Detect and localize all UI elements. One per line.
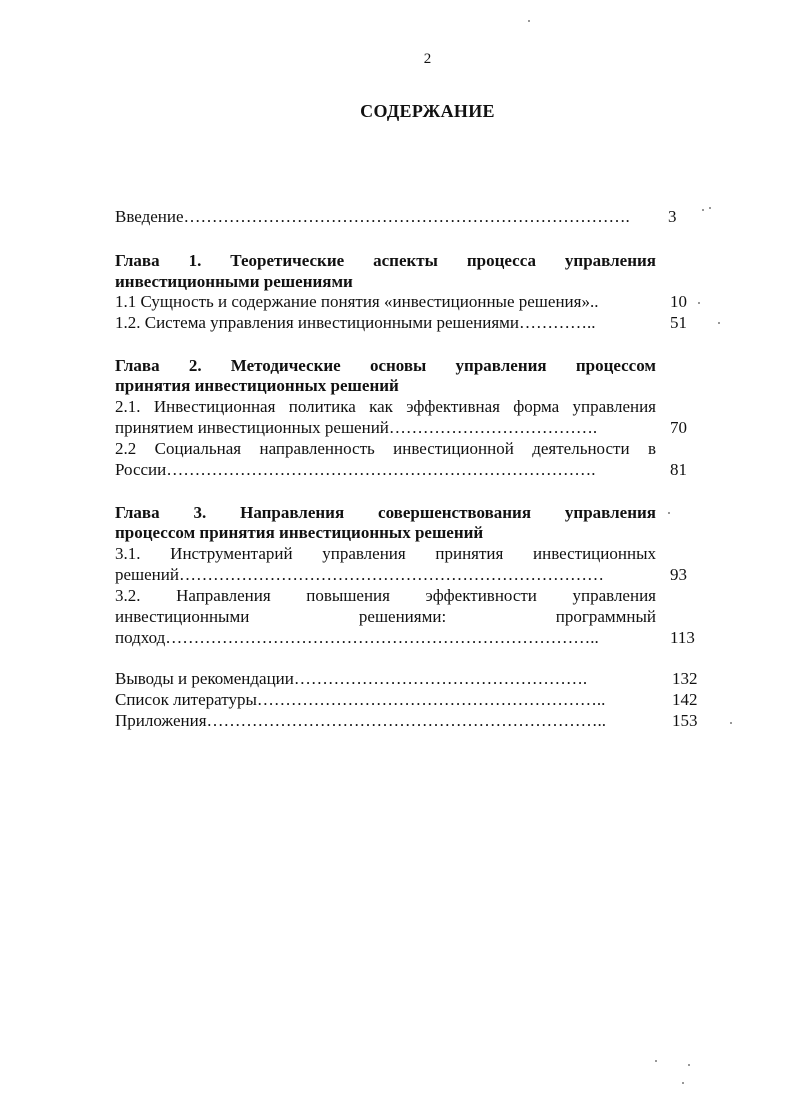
scan-speck xyxy=(730,722,732,724)
scan-speck xyxy=(698,302,700,304)
toc-entry-3-2-line1: 3.2. Направления повышения эффективности управления xyxy=(115,586,656,605)
page-title: СОДЕРЖАНИЕ xyxy=(360,101,495,121)
toc-entry-2-2-line2: России…………………………………………………………………. xyxy=(115,460,596,479)
toc-entry-1-2: 1.2. Система управления инвестиционными решениями………….. xyxy=(115,313,596,332)
toc-entry-2-1-line2: принятием инвестиционных решений………………………………. xyxy=(115,418,598,437)
toc-page-appendix: 153 xyxy=(672,711,698,730)
page-number: 2 xyxy=(423,51,432,67)
toc-entry-3-2-line2: инвестиционными решениями: программный xyxy=(115,607,656,626)
chapter-2-heading-line1: Глава 2. Методические основы управления процессом xyxy=(115,356,656,375)
toc-entry-conclusions: Выводы и рекомендации……………………………………………. xyxy=(115,669,588,688)
toc-entry-appendix: Приложения…………………………………………………………….. xyxy=(115,711,607,730)
toc-entry-2-2-line1: 2.2 Социальная направленность инвестиционной деятельности в xyxy=(115,439,656,458)
toc-page-1-1: 10 xyxy=(670,292,687,311)
scan-speck xyxy=(682,1082,684,1084)
toc-page-bibliography: 142 xyxy=(672,690,698,709)
scan-speck xyxy=(688,1064,690,1066)
scan-speck xyxy=(668,512,670,514)
toc-page-conclusions: 132 xyxy=(672,669,698,688)
toc-entry-bibliography: Список литературы…………………………………………………….. xyxy=(115,690,606,709)
chapter-3-heading-line2: процессом принятия инвестиционных решений xyxy=(115,523,484,542)
chapter-2-heading-line2: принятия инвестиционных решений xyxy=(115,376,399,395)
chapter-1-heading-line2: инвестиционными решениями xyxy=(115,272,353,291)
toc-page-3-2: 113 xyxy=(670,628,695,647)
scan-speck xyxy=(718,322,720,324)
toc-leader-dots: ……………………………………………………………………. xyxy=(183,207,630,226)
toc-page-2-2: 81 xyxy=(670,460,687,479)
scan-speck xyxy=(655,1060,657,1062)
toc-entry-3-1-line1: 3.1. Инструментарий управления принятия инвестиционных xyxy=(115,544,656,563)
scan-speck xyxy=(709,207,711,209)
toc-entry-2-1-line1: 2.1. Инвестиционная политика как эффективная форма управления xyxy=(115,397,656,416)
scan-speck xyxy=(702,209,704,211)
chapter-1-heading-line1: Глава 1. Теоретические аспекты процесса управления xyxy=(115,251,656,270)
toc-page-3-1: 93 xyxy=(670,565,687,584)
toc-entry-3-1-line2: решений………………………………………………………………… xyxy=(115,565,604,584)
toc-entry-introduction-text: Введение xyxy=(115,207,184,226)
toc-entry-introduction xyxy=(115,206,656,227)
toc-page-1-2: 51 xyxy=(670,313,687,332)
toc-entry-1-1: 1.1 Сущность и содержание понятия «инвестиционные решения».. xyxy=(115,292,599,311)
toc-page-2-1: 70 xyxy=(670,418,687,437)
scan-speck xyxy=(528,20,530,22)
chapter-3-heading-line1: Глава 3. Направления совершенствования управления xyxy=(115,503,656,522)
toc-page-introduction: 3 xyxy=(668,207,677,226)
toc-entry-3-2-line3: подход………………………………………………………………….. xyxy=(115,628,599,647)
